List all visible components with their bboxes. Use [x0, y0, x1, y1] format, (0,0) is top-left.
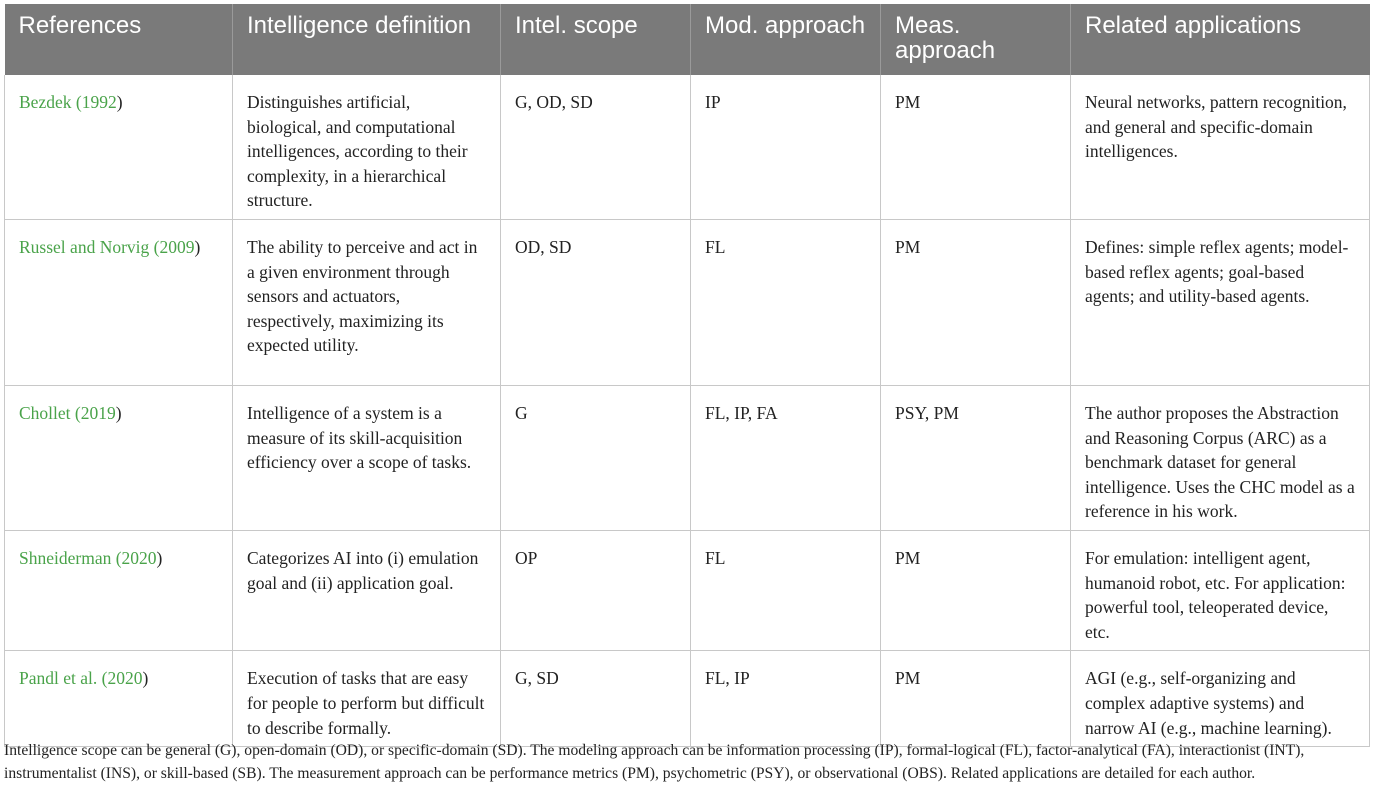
header-related-applications: Related applications	[1071, 4, 1370, 75]
definition-cell: Execution of tasks that are easy for people to perform but difficult to describe formally.	[233, 651, 501, 747]
definition-cell: Categorizes AI into (i) emulation goal and (ii) application goal.	[233, 530, 501, 650]
table-header-row	[5, 4, 1370, 75]
applications-cell: AGI (e.g., self-organizing and complex adaptive systems) and narrow AI (e.g., machine learning).	[1071, 651, 1370, 747]
scope-cell: G	[501, 385, 691, 530]
header-intelligence-definition: Intelligence definition	[233, 4, 501, 75]
reference-link[interactable]: Bezdek (	[19, 92, 82, 112]
reference-cell: Russel and Norvig (2009)	[5, 219, 233, 385]
mod-approach-cell: IP	[691, 75, 881, 219]
mod-approach-cell: FL, IP	[691, 651, 881, 747]
mod-approach-cell: FL	[691, 219, 881, 385]
applications-cell: The author proposes the Abstraction and Reasoning Corpus (ARC) as a benchmark dataset for general intelligence. Uses the CHC model as a reference in his work.	[1071, 385, 1370, 530]
meas-approach-cell: PM	[881, 530, 1071, 650]
applications-cell: Neural networks, pattern recognition, and general and specific-domain intelligences.	[1071, 75, 1370, 219]
header-references: References	[5, 4, 233, 75]
reference-year-link[interactable]: 2020	[107, 668, 143, 689]
table-row	[5, 530, 1370, 650]
applications-cell: Defines: simple reflex agents; model-based reflex agents; goal-based agents; and utility-based agents.	[1071, 219, 1370, 385]
reference-cell: Pandl et al. (2020)	[5, 651, 233, 747]
reference-cell: Chollet (2019)	[5, 385, 233, 530]
scope-cell: G, OD, SD	[501, 75, 691, 219]
reference-link[interactable]: Russel and Norvig (	[19, 236, 160, 257]
meas-approach-cell: PM	[881, 75, 1071, 219]
header-intel-scope: Intel. scope	[501, 4, 691, 75]
meas-approach-cell: PSY, PM	[881, 385, 1071, 530]
header-meas-approach: Meas. approach	[881, 4, 1071, 75]
reference-year-link[interactable]: 2009	[159, 236, 195, 257]
reference-cell: Shneiderman (2020)	[5, 530, 233, 650]
scope-cell: G, SD	[501, 651, 691, 747]
definition-cell: The ability to perceive and act in a given environment through sensors and actuators, respectively, maximizing its expected utility.	[233, 219, 501, 385]
reference-year-link[interactable]: 1992	[81, 92, 117, 112]
mod-approach-cell: FL, IP, FA	[691, 385, 881, 530]
meas-approach-cell: PM	[881, 651, 1071, 747]
table-row	[5, 651, 1370, 747]
mod-approach-cell: FL	[691, 530, 881, 650]
definition-cell: Distinguishes artificial, biological, and computational intelligences, according to their complexity, in a hierarchical structure.	[233, 75, 501, 219]
reference-link[interactable]: Pandl et al. (	[19, 668, 108, 689]
reference-year-link[interactable]: 2020	[121, 547, 157, 568]
applications-cell: For emulation: intelligent agent, humanoid robot, etc. For application: powerful tool, teleoperated device, etc.	[1071, 530, 1370, 650]
meas-approach-cell: PM	[881, 219, 1071, 385]
reference-link[interactable]: Shneiderman (	[19, 547, 122, 568]
comparison-table-container	[4, 4, 1369, 747]
scope-cell: OP	[501, 530, 691, 650]
table-row	[5, 219, 1370, 385]
header-mod-approach: Mod. approach	[691, 4, 881, 75]
table-footnote: Intelligence scope can be general (G), open-domain (OD), or specific-domain (SD). The modeling approach can be information processing (IP), formal-logical (FL), factor-analytical (FA), interactionist (INT), instrumentalist (INS), or skill-based (SB). The measurement approach can be performance metrics (PM), psychometric (PSY), or observational (OBS). Related applications are detailed for each author.	[4, 742, 1305, 782]
reference-year-link[interactable]: 2019	[80, 402, 116, 423]
reference-cell: Bezdek (1992)	[5, 75, 233, 219]
intelligence-definitions-table	[4, 4, 1370, 747]
definition-cell: Intelligence of a system is a measure of its skill-acquisition efficiency over a scope of tasks.	[233, 385, 501, 530]
table-row	[5, 75, 1370, 219]
scope-cell: OD, SD	[501, 219, 691, 385]
reference-link[interactable]: Chollet (	[19, 402, 81, 423]
table-row	[5, 385, 1370, 530]
